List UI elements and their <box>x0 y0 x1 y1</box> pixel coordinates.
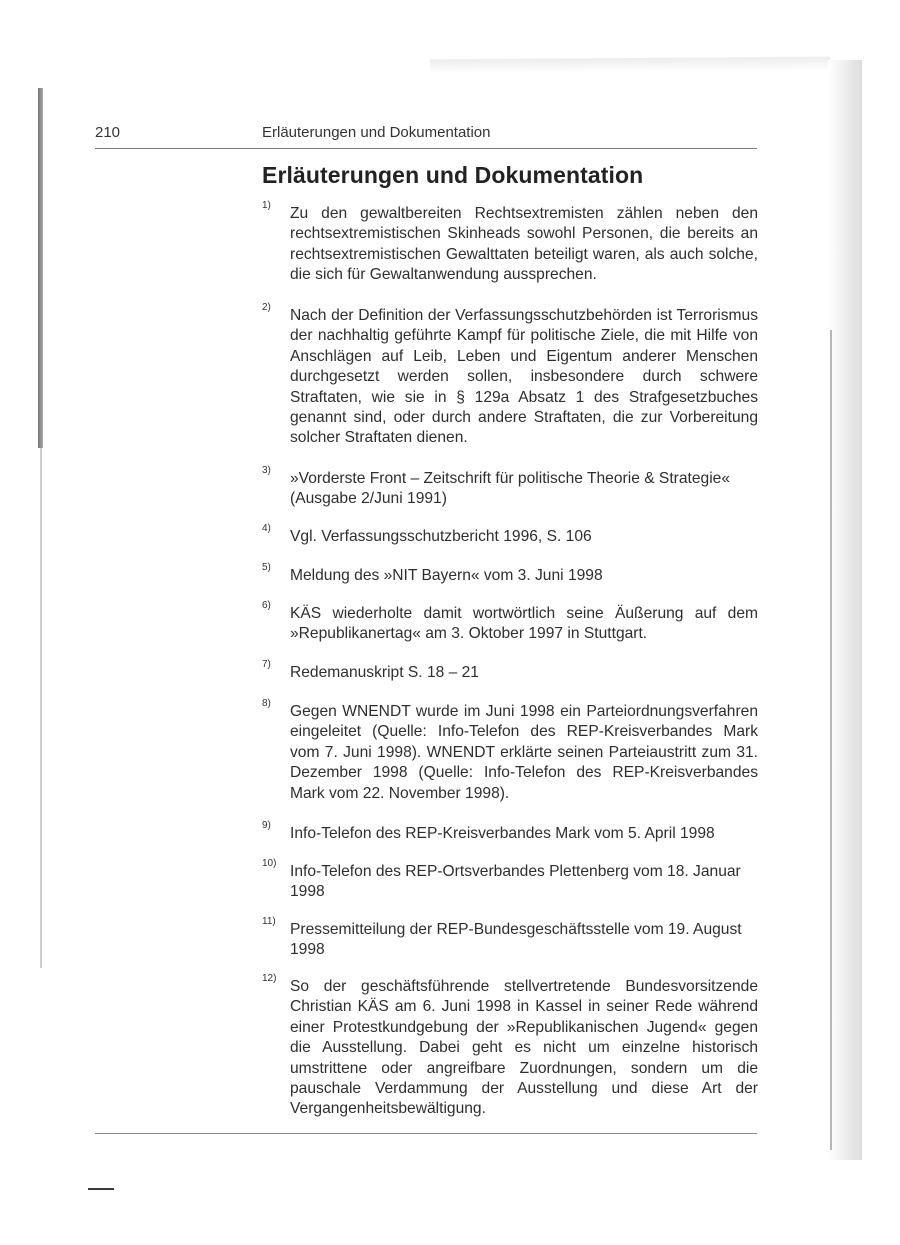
running-title: Erläuterungen und Dokumentation <box>262 124 491 141</box>
note-marker: 6) <box>262 600 271 611</box>
note-text: Info-Telefon des REP-Ortsverbandes Plettenberg vom 18. Januar 1998 <box>290 863 741 901</box>
header-rule <box>95 148 757 149</box>
note-marker: 7) <box>262 659 271 670</box>
section-title: Erläuterungen und Dokumentation <box>262 162 644 188</box>
note-marker: 2) <box>262 302 271 313</box>
note-marker: 4) <box>262 523 271 534</box>
note-text: Nach der Definition der Verfassungsschutzbehörden ist Terrorismus der nachhaltig geführte Kampf für politische Ziele, die mit Hilfe von Anschlägen auf Leib, Leben und Eigentum anderer Menschen durchgesetzt werden sollen, insbesondere durch schwere Straftaten, wie sie in § 129a Absatz 1 des Strafgesetzbuches genannt sind, oder durch andere Straftaten, die zur Vorbereitung solcher Straftaten dienen. <box>290 307 758 447</box>
scan-shadow-top <box>430 57 830 74</box>
scan-edge-left <box>38 88 43 448</box>
note-text: Zu den gewaltbereiten Rechtsextremisten zählen neben den rechtsextremistischen Skinheads sowohl Personen, die bereits an rechtsextremistischen Gewalttaten beteiligt waren, als auch solche, die sich für Gewaltanwendung aussprechen. <box>290 205 758 284</box>
note-text: »Vorderste Front – Zeitschrift für politische Theorie & Strategie« (Ausgabe 2/Juni 1991) <box>290 470 731 508</box>
note-text: Info-Telefon des REP-Kreisverbandes Mark vom 5. April 1998 <box>290 825 715 842</box>
running-header <box>95 124 755 146</box>
note-text: So der geschäftsführende stellvertretende Bundesvorsitzende Christian KÄS am 6. Juni 1998 in Kassel in seiner Rede während einer Protestkundgebung der »Republikanischen Jugend« gegen die Ausstellung. Dabei geht es nicht um einzelne historisch umstrittene oder angreifbare Zuordnungen, sondern um die pauschale Verdammung der Ausstellung und diese Art der Vergangenheitsbewältigung. <box>290 978 758 1118</box>
scan-edge-right-line <box>830 330 832 1150</box>
note-marker: 3) <box>262 465 271 476</box>
note-marker: 5) <box>262 562 271 573</box>
page-number: 210 <box>95 124 121 141</box>
note-marker: 12) <box>262 973 277 984</box>
footer-rule <box>95 1133 757 1134</box>
note-text: Pressemitteilung der REP-Bundesgeschäftsstelle vom 19. August 1998 <box>290 921 742 959</box>
note-marker: 1) <box>262 200 271 211</box>
scan-mark <box>88 1188 114 1190</box>
scan-edge-right <box>828 60 862 1160</box>
scan-edge-left-faint <box>40 448 42 968</box>
note-marker: 10) <box>262 858 277 869</box>
note-marker: 11) <box>262 916 276 927</box>
note-text: Redemanuskript S. 18 – 21 <box>290 664 479 681</box>
note-text: Gegen WNENDT wurde im Juni 1998 ein Parteiordnungsverfahren eingeleitet (Quelle: Info-Telefon des REP-Kreisverbandes Mark vom 7. Juni 1998). WNENDT erklärte seinen Parteiaustritt zum 31. Dezember 1998 (Quelle: Info-Telefon des REP-Kreisverbandes Mark vom 22. November 1998). <box>290 703 758 802</box>
note-marker: 9) <box>262 820 271 831</box>
note-text: KÄS wiederholte damit wortwörtlich seine Äußerung auf dem »Republikanertag« am 3. Oktober 1997 in Stuttgart. <box>290 605 758 643</box>
note-text: Meldung des »NIT Bayern« vom 3. Juni 1998 <box>290 567 603 584</box>
note-marker: 8) <box>262 698 271 709</box>
note-text: Vgl. Verfassungsschutzbericht 1996, S. 106 <box>290 528 592 545</box>
